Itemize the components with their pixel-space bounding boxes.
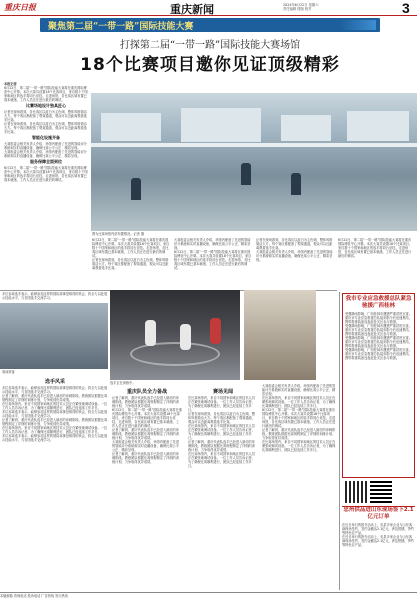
lead-headline: 18个比赛项目邀你见证顶级精彩 — [80, 55, 340, 75]
lead-body: 6月22日，第二届“一带一路”国际技能大赛将在重庆国际博览中心开幕。本次大赛共设置18个比赛项目，来自数十个国家和地区的选手将同台竞技。走进场馆，各比赛区域布置已基本就绪，工作人员正在进行最后的调试。 — [4, 86, 88, 102]
lead-byline: 本报记者 — [4, 82, 17, 86]
left-lower-p1: 多位参赛选手表示，能够参加这样的国际赛事是难得的机会，将全力以赴展示技能水平，与各国选手交流学习。 — [2, 386, 108, 394]
training-photo — [110, 290, 240, 380]
inset-photo — [0, 303, 108, 369]
lead-col4-text2: 大赛组委会相关负责人介绍，场馆内配备了先进的智能评分系统和实时直播设备，确保比赛公平公正、精彩呈现。 — [256, 250, 333, 262]
newspaper-logo: 重庆日报 — [4, 2, 36, 12]
photo-figure — [145, 320, 156, 346]
left-lower-p7: 多位参赛选手表示，能够参加这样的国际赛事是难得的机会，将全力以赴展示技能水平，与各国选手交流学习。 — [2, 434, 108, 442]
inset-caption: 赛前准备 — [2, 370, 15, 374]
right-box-title: 我市专业应急救援总队紧急驰援广西桂林 — [345, 296, 412, 309]
left-lower-p3: 在比赛场馆内，来自不同国家和地区的技术人员正在紧张地调试设备。一位工作人员告诉记者，为了确保比赛顺利进行，团队已经连续工作多日。 — [2, 402, 108, 410]
third-p4: 记者了解到，重庆代表队选手已经进入最后的冲刺阶段。教练团队根据比赛规程制定了详细的训练计划，力争取得优异成绩。 — [188, 440, 255, 452]
right-box-body — [345, 312, 412, 360]
photo-figure — [210, 318, 221, 344]
lead-body-repeat: 6月22日，第二届“一带一路”国际技能大赛将在重庆国际博览中心开幕。本次大赛共设置18个比赛项目，来自数十个国家和地区的选手将同台竞技。走进场馆，各比赛区域布置已基本就绪，工作人员正在进行最后的调试。 — [4, 166, 88, 182]
left-lower-intro-text: 多位参赛选手表示，能够参加这样的国际赛事是难得的机会，将全力以赴展示技能水平，与各国选手交流学习。 — [2, 292, 108, 300]
lead-col-5 — [338, 238, 414, 290]
section1-body: 记者在现场看到，各比赛区以蓝白为主色调，整体风格简洁大方。每个赛区都配备了观赛通道，观众可以近距离观看选手比赛。 — [4, 110, 87, 122]
left-lower-p6: 在比赛场馆内，来自不同国家和地区的技术人员正在紧张地调试设备。一位工作人员告诉记者，为了确保比赛顺利进行，团队已经连续工作多日。 — [2, 426, 108, 434]
main-photo-caption: 图为比赛场馆内部布置情况。记者 摄 — [92, 232, 145, 236]
left-lower-p4: 多位参赛选手表示，能够参加这样的国际赛事是难得的机会，将全力以赴展示技能水平，与各国选手交流学习。 — [2, 410, 108, 418]
third-story-body — [188, 396, 258, 586]
left-lower-intro — [2, 292, 108, 302]
date-text: 2024年6月22日 星期六 — [283, 3, 319, 7]
right-box2-p1: 在近日举行的推介活动上，忠县多家企业与山东客商现场签约，签约金额达2.1亿元，涉及柑橘、笋竹等特色农产品。 — [342, 523, 415, 535]
photo-booth — [281, 115, 331, 141]
fourth-p5: 在比赛场馆内，来自不同国家和地区的技术人员正在紧张地调试设备。一位工作人员告诉记者，为了确保比赛顺利进行，团队已经连续工作多日。 — [262, 440, 336, 452]
section2-body: 大赛组委会相关负责人介绍，场馆内配备了先进的智能评分系统和实时直播设备，确保比赛公平公正、精彩呈现。 — [4, 142, 87, 150]
left-lower-p2: 记者了解到，重庆代表队选手已经进入最后的冲刺阶段。教练团队根据比赛规程制定了详细的训练计划，力争取得优异成绩。 — [2, 394, 108, 402]
lead-col-4 — [256, 238, 334, 290]
editor-text: 责任编辑 排版 校对 — [283, 7, 312, 12]
right-box-p1: 受强降雨影响，广西桂林市遭遇严重洪涝灾害。重庆市专业应急救援总队接到指令后迅速集结，携带救援装备连夜赶赴灾区参与救援。 — [345, 312, 412, 324]
lead-col3-text: 大赛组委会相关负责人介绍，场馆内配备了先进的智能评分系统和实时直播设备，确保比赛公平公正、精彩呈现。 — [174, 238, 251, 250]
right-column-rule — [339, 292, 340, 590]
right-box-p3: 受强降雨影响，广西桂林市遭遇严重洪涝灾害。重庆市专业应急救援总队接到指令后迅速集结，携带救援装备连夜赶赴灾区参与救援。 — [345, 336, 412, 348]
photo-stripe — [91, 143, 417, 147]
footer-text: 本版邮箱 咨询电话 投诉电话 广告热线 发行热线 — [0, 594, 68, 598]
right-box2-title: 忠州供品进山东现场签下2.1亿元订单 — [343, 507, 414, 520]
qr-code-image — [345, 481, 367, 503]
third-p2: 记者在现场看到，各比赛区以蓝白为主色调，整体风格简洁大方。每个赛区都配备了观赛通道，观众可以近距离观看选手比赛。 — [188, 412, 255, 424]
section2-body-repeat: 大赛组委会相关负责人介绍，场馆内配备了先进的智能评分系统和实时直播设备，确保比赛公平公正、精彩呈现。 — [4, 150, 87, 158]
lead-col5-text: 6月22日，第二届“一带一路”国际技能大赛将在重庆国际博览中心开幕。本次大赛共设置18个比赛项目，来自数十个国家和地区的选手将同台竞技。走进场馆，各比赛区域布置已基本就绪，工作人员正在进行最后的调试。 — [338, 238, 413, 258]
page-footer — [0, 592, 417, 600]
page-number: 3 — [402, 0, 410, 16]
photo-ring — [130, 342, 220, 366]
section3-title: 服务保障全面到位 — [30, 159, 62, 164]
lead-left-column — [4, 82, 88, 292]
fourth-column — [262, 384, 336, 586]
qr-code-image — [370, 481, 392, 503]
second-p1: 记者了解到，重庆代表队选手已经进入最后的冲刺阶段。教练团队根据比赛规程制定了详细的训练计划，力争取得优异成绩。 — [112, 396, 179, 408]
photo-figure — [180, 324, 191, 350]
section1-body-repeat: 记者在现场看到，各比赛区以蓝白为主色调，整体风格简洁大方。每个赛区都配备了观赛通道，观众可以近距离观看选手比赛。 — [4, 122, 87, 134]
section2-title: 智能化设施齐备 — [32, 135, 60, 140]
third-p5: 在比赛场馆内，来自不同国家和地区的技术人员正在紧张地调试设备。一位工作人员告诉记者，为了确保比赛顺利进行，团队已经连续工作多日。 — [188, 452, 255, 468]
photo-person — [241, 163, 251, 185]
banner-text: 聚焦第二届“一带一路”国际技能大赛 — [48, 22, 194, 32]
lead-col-3 — [174, 238, 252, 290]
lead-col2-text: 6月22日，第二届“一带一路”国际技能大赛将在重庆国际博览中心开幕。本次大赛共设置18个比赛项目，来自数十个国家和地区的选手将同台竞技。走进场馆，各比赛区域布置已基本就绪，工作人员正在进行最后的调试。 — [92, 238, 170, 258]
second-p3: 记者了解到，重庆代表队选手已经进入最后的冲刺阶段。教练团队根据比赛规程制定了详细的训练计划，力争取得优异成绩。 — [112, 428, 179, 440]
photo-booth — [347, 111, 409, 141]
fourth-p1: 大赛组委会相关负责人介绍，场馆内配备了先进的智能评分系统和实时直播设备，确保比赛公平公正、精彩呈现。 — [262, 384, 336, 396]
second-story-headline: 重庆队员全力备战 — [126, 389, 167, 395]
left-lower-p5: 记者了解到，重庆代表队选手已经进入最后的冲刺阶段。教练团队根据比赛规程制定了详细的训练计划，力争取得优异成绩。 — [2, 418, 108, 426]
third-story-title: 赛场见闻 — [212, 389, 233, 395]
right-news-box — [342, 293, 415, 478]
fourth-p3: 6月22日，第二届“一带一路”国际技能大赛将在重庆国际博览中心开幕。本次大赛共设置18个比赛项目，来自数十个国家和地区的选手将同台竞技。走进场馆，各比赛区域布置已基本就绪，工作人员正在进行最后的调试。 — [262, 408, 336, 428]
third-p3: 在比赛场馆内，来自不同国家和地区的技术人员正在紧张地调试设备。一位工作人员告诉记者，为了确保比赛顺利进行，团队已经连续工作多日。 — [188, 424, 255, 440]
left-lower-title: 选手风采 — [44, 379, 65, 385]
second-story-body — [112, 396, 182, 586]
second-p2: 6月22日，第二届“一带一路”国际技能大赛将在重庆国际博览中心开幕。本次大赛共设置18个比赛项目，来自数十个国家和地区的选手将同台竞技。走进场馆，各比赛区域布置已基本就绪，工作人员正在进行最后的调试。 — [112, 408, 182, 428]
section1-title: 比赛场地设计独具匠心 — [26, 103, 66, 108]
second-p4: 大赛组委会相关负责人介绍，场馆内配备了先进的智能评分系统和实时直播设备，确保比赛公平公正、精彩呈现。 — [112, 440, 179, 452]
right-box2-p2: 在近日举行的推介活动上，忠县多家企业与山东客商现场签约，签约金额达2.1亿元，涉及柑橘、笋竹等特色农产品。 — [342, 535, 415, 547]
photo-person — [131, 178, 141, 200]
right-box-p4: 受强降雨影响，广西桂林市遭遇严重洪涝灾害。重庆市专业应急救援总队接到指令后迅速集结，携带救援装备连夜赶赴灾区参与救援。 — [345, 348, 412, 360]
right-box-p2: 受强降雨影响，广西桂林市遭遇严重洪涝灾害。重庆市专业应急救援总队接到指令后迅速集结，携带救援装备连夜赶赴灾区参与救援。 — [345, 324, 412, 336]
photo-booth — [181, 108, 261, 142]
second-p5: 记者了解到，重庆代表队选手已经进入最后的冲刺阶段。教练团队根据比赛规程制定了详细的训练计划，力争取得优异成绩。 — [112, 452, 179, 464]
photo-person — [291, 173, 301, 195]
photo-booth — [101, 113, 161, 141]
lead-col4-text: 记者在现场看到，各比赛区以蓝白为主色调，整体风格简洁大方。每个赛区都配备了观赛通道，观众可以近距离观看选手比赛。 — [256, 238, 333, 250]
left-lower-body — [2, 386, 108, 586]
lead-col3-text2: 6月22日，第二届“一带一路”国际技能大赛将在重庆国际博览中心开幕。本次大赛共设置18个比赛项目，来自数十个国家和地区的选手将同台竞技。走进场馆，各比赛区域布置已基本就绪，工作人员正在进行最后的调试。 — [174, 250, 252, 270]
training-caption: 选手正在训练中。 — [110, 381, 136, 385]
date-line — [283, 3, 395, 11]
lead-subtitle: 打探第二届“一带一路”国际技能大赛场馆 — [119, 40, 301, 51]
third-p1: 在比赛场馆内，来自不同国家和地区的技术人员正在紧张地调试设备。一位工作人员告诉记者，为了确保比赛顺利进行，团队已经连续工作多日。 — [188, 396, 255, 412]
section-title: 重庆新闻 — [170, 3, 214, 16]
fourth-p4: 记者了解到，重庆代表队选手已经进入最后的冲刺阶段。教练团队根据比赛规程制定了详细的训练计划，力争取得优异成绩。 — [262, 428, 336, 440]
lead-col2-text2: 记者在现场看到，各比赛区以蓝白为主色调，整体风格简洁大方。每个赛区都配备了观赛通道，观众可以近距离观看选手比赛。 — [92, 258, 169, 270]
lead-col-2 — [92, 238, 170, 290]
fourth-p2: 在比赛场馆内，来自不同国家和地区的技术人员正在紧张地调试设备。一位工作人员告诉记者，为了确保比赛顺利进行，团队已经连续工作多日。 — [262, 396, 336, 408]
right-news-box-2 — [342, 506, 415, 590]
side-photo — [244, 290, 316, 380]
right-box2-body — [342, 523, 415, 547]
main-photo — [91, 93, 417, 231]
